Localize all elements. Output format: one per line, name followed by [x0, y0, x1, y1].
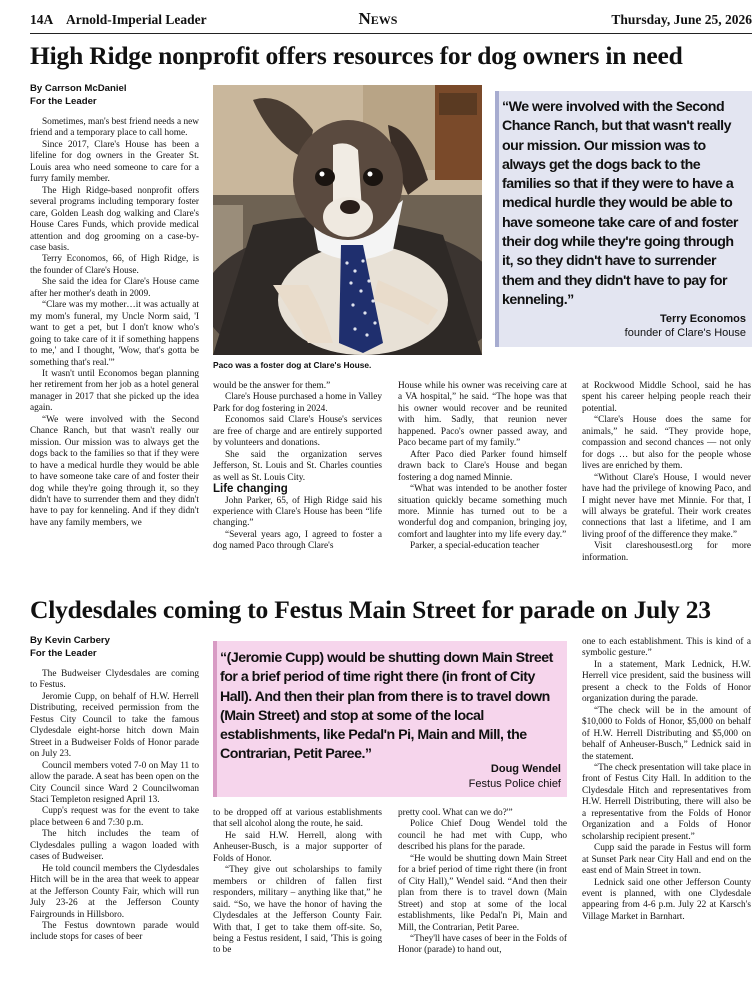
story2-pull-quote	[213, 641, 567, 797]
paragraph: Since 2017, Clare's House has been a lifeline for dog owners in the Greater St. Louis area who need someone to care for a furry family member.	[30, 139, 199, 185]
dog-photo-icon	[213, 85, 482, 355]
paragraph: “He would be shutting down Main Street for a brief period of time right there (in front of City Hall),” Wendel said. “And then their plan from there is to travel down (Main Street) and stop at some of the local establishments, like Pedal'n Pi, Main and Mill, the Contrarian, Petit Paree.	[398, 853, 567, 933]
paragraph: pretty cool. What can we do?'”	[398, 808, 513, 818]
story2-author-affiliation: For the Leader	[30, 647, 97, 659]
paragraph: He said H.W. Herrell, along with Anheuser-Busch, is a major supporter of Folds of Honor.	[213, 830, 382, 864]
story2-author: By Kevin Carbery	[30, 635, 110, 646]
story2-column-4	[582, 637, 751, 979]
paragraph: Police Chief Doug Wendel told the council he had met with Cupp, who described his plans for the parade.	[398, 819, 567, 853]
story1-headline: High Ridge nonprofit offers resources for dog owners in need	[30, 41, 683, 70]
pull-quote-text: “(Jeromie Cupp) would be shutting down Main Street for a brief period of time right there (in front of City Hall). And then their plan from there is to travel down (Main Street) and stop at some of the local establishments, like Pedal'n Pi, Main and Mill, the Contrarian, Petit Paree.”	[220, 650, 553, 763]
story1-author-affiliation: For the Leader	[30, 95, 97, 107]
paragraph: In a statement, Mark Lednick, H.W. Herrell vice president, said the business will present a check to the Folds of Honor organization during the parade.	[582, 659, 751, 705]
paragraph: John Parker, 65, of High Ridge said his experience with Clare's House has been “life changing.”	[213, 495, 382, 529]
story1-pull-quote	[495, 91, 752, 347]
story1-author: By Carrson McDaniel	[30, 83, 127, 94]
pull-quote-bar	[495, 91, 499, 347]
story2-column-3	[398, 808, 567, 978]
story1-byline	[30, 83, 127, 108]
paragraph: one to each establishment. This is kind of a symbolic gesture.”	[582, 637, 751, 659]
paragraph: The hitch includes the team of Clydesdales pulling a wagon loaded with cases of Budweiser.	[30, 829, 199, 863]
paragraph: Lednick said one other Jefferson County event is planned, with one Clydesdale appearing from 4-6 p.m. July 22 at Karsch's Village Market in Barnhart.	[582, 877, 751, 922]
header-rule	[30, 33, 752, 34]
paragraph: Economos said Clare's House's services are free of charge and are entirely supported by volunteers and donations.	[213, 415, 382, 449]
issue-date: Thursday, June 25, 2026	[611, 12, 752, 27]
story2-byline	[30, 635, 110, 660]
paragraph: House while his owner was receiving care at a VA hospital,” he said. “The hope was that his owner would recover and be reunited with him. Sadly, that reunion never happened. Paco's owner passed away, and Paco became part of my family.”	[398, 381, 567, 449]
paragraph: Terry Economos, 66, of High Ridge, is the founder of Clare's House.	[30, 254, 199, 276]
section-name: News	[358, 9, 398, 28]
paragraph: “They give out scholarships to family members or children of fallen first responders, military – anything like that,” he said. “So, we have the honor of having the Clydesdales at the Jefferson County Fair. With that, I get to take them off-site. So, being a Festus resident, I said, 'This is going to be	[213, 865, 382, 956]
paragraph: “We were involved with the Second Chance Ranch, but that wasn't really our mission. Our mission was to always get the dogs back to the families so that if they were to have a medical hurdle they would be able to have someone take care of and foster their dog while they're going through it, so they didn't have to surrender them and they didn't have to pay for kenneling. And if they didn't have any family members, we	[30, 414, 199, 528]
page-number: 14A	[30, 12, 54, 27]
pull-quote-bar	[213, 641, 217, 797]
pull-quote-name: Doug Wendel	[490, 763, 561, 775]
story1-column-3	[398, 381, 567, 581]
paragraph: The Festus downtown parade would include stops for cases of beer	[30, 920, 199, 943]
paragraph: He told council members the Clydesdales Hitch will be in the area that week to appear at the Jefferson County Fair, which will run July 23-26 at the Jefferson County Fairgrounds in Hillsboro.	[30, 863, 199, 920]
paragraph: She said the idea for Clare's House came after her mother's death in 2009.	[30, 277, 199, 299]
paragraph: After Paco died Parker found himself drawn back to Clare's House and began fostering a dog named Minnie.	[398, 449, 567, 483]
story1-column-2	[213, 381, 382, 581]
pull-quote-role: founder of Clare's House	[624, 327, 746, 339]
paragraph: Council members voted 7-0 on May 11 to allow the parade. A seat has been open on the City Council since Ward 2 Councilwoman Staci Templeton resigned April 13.	[30, 760, 199, 805]
story2-column-2	[213, 808, 382, 978]
paragraph: “The check presentation will take place in front of Festus City Hall. In addition to the Clydesdale Hitch and representatives from H.W. Herrell Distributing, there will also be a representative from the Folds of Honor Organization and a Folds of Honor scholarship recipient present.”	[582, 762, 751, 842]
pull-quote-role: Festus Police chief	[468, 778, 561, 790]
paragraph: Cupp's request was for the event to take place between 6 and 7:30 p.m.	[30, 806, 199, 828]
paragraph: at Rockwood Middle School, said he has spent his career helping people reach their potential.	[582, 381, 751, 414]
paragraph: “The check will be in the amount of $10,000 to Folds of Honor, $5,000 on behalf of H.W. Herrell Distributing and $5,000 on behalf of Anheuser-Busch,” Lednick said in the statement.	[582, 705, 751, 762]
dog-photo	[213, 85, 482, 355]
paragraph: “What was intended to be another foster situation quickly became something much more. Minnie has turned out to be a wonderful dog and companion, bringing joy, comfort and laughter into my life every day.”	[398, 484, 567, 540]
photo-caption: Paco was a foster dog at Clare's House.	[213, 360, 372, 370]
paragraph: “They'll have cases of beer in the Folds of Honor (parade) to hand out,	[398, 933, 567, 956]
paragraph: Sometimes, man's best friend needs a new friend and a temporary place to call home.	[30, 117, 199, 139]
story2-column-1	[30, 669, 199, 979]
pull-quote-name: Terry Economos	[660, 313, 746, 325]
story2-headline: Clydesdales coming to Festus Main Street for parade on July 23	[30, 595, 711, 624]
paragraph: Jeromie Cupp, on behalf of H.W. Herrell Distributing, received permission from the Festus City Council to take the famous Clydesdale eight-horse hitch down Main Street in a Budweiser Folds of Honor parade on July 23.	[30, 691, 199, 760]
paragraph: Parker, a special-education teacher	[410, 541, 540, 552]
paragraph: would be the answer for them.”	[213, 381, 331, 391]
paragraph: She said the organization serves Jefferson, St. Louis and St. Charles counties as well as St. Louis City.	[213, 449, 382, 483]
paper-name: Arnold-Imperial Leader	[66, 12, 207, 27]
subhead: Life changing	[213, 483, 288, 496]
paragraph: to be dropped off at various establishments that sell alcohol along the route, he said.	[213, 808, 382, 830]
paragraph: Visit clareshousestl.org for more information.	[582, 541, 751, 563]
paragraph: Cupp said the parade in Festus will form at Sunset Park near City Hall and end on the east end of Main Street in town.	[582, 843, 751, 877]
paragraph: The Budweiser Clydesdales are coming to Festus.	[30, 669, 199, 691]
paragraph: It wasn't until Economos began planning her retirement from her job as a hotel general manager in 2017 that she picked up the idea again.	[30, 368, 199, 414]
pull-quote-text: “We were involved with the Second Chance Ranch, but that wasn't really our mission. Our mission was to always get the dogs back to the families so that if they were to have a medical hurdle they would be able to have someone take care of and foster their dog while they're going through it, so they didn't have to surrender them and they didn't have to pay for kenneling.”	[502, 99, 738, 308]
paragraph: “Without Clare's House, I would never have had the privilege of knowing Paco, and I might never have met Minnie. For that, I will always be grateful. Their work creates connections that last a lifetime, and I am living proof of the difference they make.”	[582, 472, 751, 540]
paragraph: Clare's House purchased a home in Valley Park for dog fostering in 2024.	[213, 392, 382, 414]
paragraph: “Clare was my mother…it was actually at my mom's funeral, my Uncle Norm said, 'I want to get a pet, but I don't know who's going to take care of it if something happens to me,' and I thought, 'Wow, that's gotta be something that's real.'”	[30, 300, 199, 368]
paragraph: The High Ridge-based nonprofit offers several programs including temporary foster care, Golden Leash dog walking and Clare's House Cares Funds, which provide medical attention and dog grooming on a case-by-case basis.	[30, 185, 199, 253]
story1-column-1	[30, 117, 199, 579]
paragraph: “Several years ago, I agreed to foster a dog named Paco through Clare's	[213, 529, 382, 552]
story1-column-4	[582, 381, 751, 581]
paragraph: “Clare's House does the same for animals,” he said. “They provide hope, compassion and second chances — not only for dogs … but also for the people whose lives are enriched by them.	[582, 415, 751, 472]
